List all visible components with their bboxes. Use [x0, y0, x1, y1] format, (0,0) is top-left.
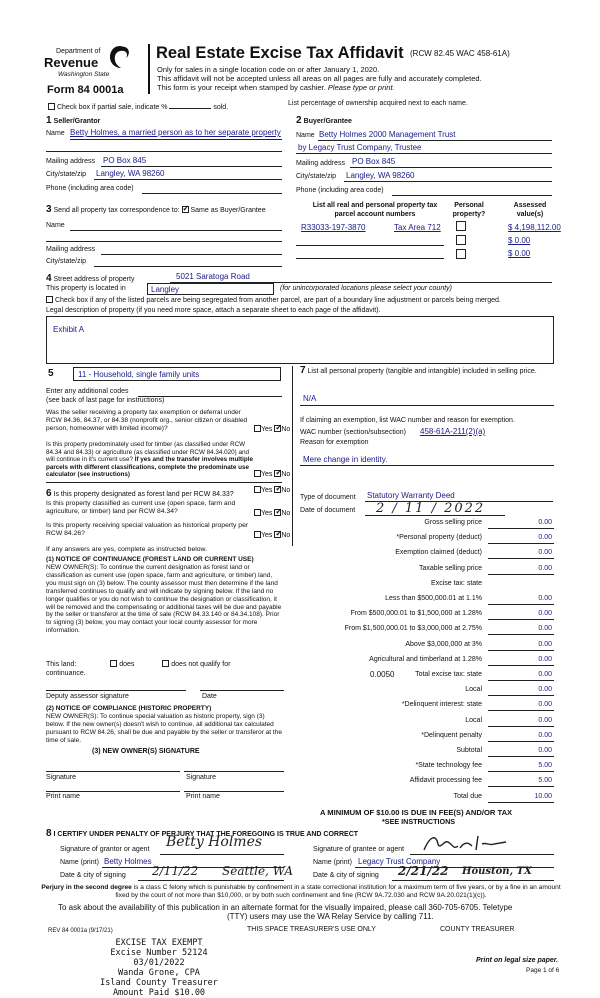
s6-q3-no-label: No [281, 532, 291, 539]
tax-row-label: *State technology fee [415, 762, 482, 769]
tax-row-value[interactable]: 0.00 [538, 686, 552, 693]
tax-row-value[interactable]: 0.00 [538, 656, 552, 663]
seller-mailing-field[interactable]: PO Box 845 [103, 156, 147, 165]
located-in-select[interactable] [147, 283, 274, 295]
buyer-name-label: Name [296, 132, 315, 139]
buyer-phone-line[interactable] [392, 195, 552, 196]
seller-phone-label: Phone (including area code) [46, 185, 134, 192]
s5-q1-no-checkbox[interactable] [274, 425, 281, 432]
tax-row-label: Less than $500,000.01 at 1.1% [385, 595, 482, 602]
s6-q1-text: Is this property designated as forest land per RCW 84.33? [53, 491, 234, 498]
grantor-sig-label: Signature of grantor or agent [60, 846, 150, 853]
s6-q1-yes-checkbox[interactable] [254, 486, 261, 493]
tax-corr-city-label: City/state/zip [46, 258, 87, 265]
tax-row-value[interactable]: 0.00 [538, 671, 552, 678]
see-back-label: (see back of last page for instructions) [46, 397, 165, 404]
deputy-sig-label: Deputy assessor signature [46, 693, 129, 700]
section-8-number: 8 [46, 828, 52, 839]
tax-row-label: Total due [453, 793, 482, 800]
legal-description-label: Legal description of property (if you need more space, attach a separate sheet to each page of the affidavit). [46, 307, 381, 314]
stamp-line-4: Wanda Grone, CPA [118, 968, 200, 978]
assessed-value-3[interactable]: $ 0.00 [508, 249, 531, 258]
parcel-line-2[interactable] [296, 245, 444, 246]
section-7-number: 7 [300, 365, 306, 376]
segregation-checkbox[interactable] [46, 296, 53, 303]
parcels-h2: Personal [454, 202, 484, 209]
parcels-h3: Assessed [513, 202, 547, 209]
s5-q2-no-label: No [281, 471, 291, 478]
tax-row-label: Total excise tax: state [415, 671, 482, 678]
dept-line2: Revenue [44, 55, 99, 70]
subtitle-3 [157, 83, 395, 92]
local-rate-value: 0.0050 [370, 670, 395, 679]
tax-row-value[interactable]: 0.00 [538, 747, 552, 754]
new-owner-sig-title: (3) NEW OWNER(S) SIGNATURE [92, 748, 200, 755]
tax-row-label: From $1,500,000.01 to $3,000,000 at 2.75% [344, 625, 482, 632]
form-rcw: (RCW 82.45 WAC 458-61A) [410, 49, 510, 58]
certify-label: I CERTIFY UNDER PENALTY OF PERJURY THAT THE FOREGOING IS TRUE AND CORRECT [53, 831, 359, 838]
section-2-number: 2 [296, 115, 302, 126]
reason-field[interactable]: Mere change in identity. [303, 455, 388, 464]
column-divider [292, 366, 293, 546]
s5-q1-yes-label: Yes [261, 426, 273, 433]
located-in-note: (for unincorporated locations please select your county) [280, 285, 452, 292]
treasurer-use-label: THIS SPACE TREASURER'S USE ONLY [247, 926, 376, 933]
owner-print-label-2: Print name [186, 793, 220, 800]
stamp-line-2: Excise Number 52124 [110, 948, 208, 958]
section-4-street [46, 273, 134, 284]
personal-property-checkbox-2[interactable] [456, 235, 466, 245]
grantee-sig-line [410, 854, 554, 855]
grantee-date-line [392, 880, 554, 881]
tax-row-label: *Delinquent penalty [421, 732, 482, 739]
tax-row-value[interactable]: 5.00 [538, 777, 552, 784]
seller-name-label: Name [46, 130, 65, 137]
street-address-field[interactable]: 5021 Saratoga Road [176, 272, 250, 281]
perjury-notice [36, 884, 566, 900]
partial-percent-field[interactable] [169, 108, 211, 109]
tax-row-line [488, 634, 554, 635]
tax-row-line [488, 695, 554, 696]
partial-sold-label: sold. [213, 104, 229, 111]
tax-row-label: Affidavit processing fee [409, 777, 482, 784]
personal-property-checkbox-3[interactable] [456, 249, 466, 259]
tax-row-line [488, 726, 554, 727]
owner-sig-line-1[interactable] [46, 771, 180, 772]
property-use-value: 11 - Household, single family units [78, 370, 200, 379]
tax-row-line [488, 619, 554, 620]
legal-description-field[interactable] [46, 316, 554, 364]
property-use-select[interactable] [73, 367, 281, 381]
buyer-mailing-line [350, 167, 552, 168]
grantee-date-field[interactable]: 2/21/22 [398, 864, 449, 878]
segregation-row [46, 296, 501, 304]
seller-name-line-2 [46, 151, 282, 152]
county-treasurer-label: COUNTY TREASURER [440, 926, 515, 933]
partial-sale-checkbox[interactable] [48, 103, 55, 110]
tax-row-line [488, 771, 554, 772]
tax-row-line [488, 802, 554, 803]
tax-row-value[interactable]: 0.00 [538, 565, 552, 572]
section-1-title: Seller/Grantor [53, 118, 101, 125]
ownership-note: List percentage of ownership acquired next to each name. [288, 100, 468, 107]
section-3-header [46, 204, 266, 215]
reason-label: Reason for exemption [300, 439, 369, 446]
seller-phone-line[interactable] [142, 193, 282, 194]
tax-row-label: Excise tax: state [431, 580, 482, 587]
s5-question-1: Was the seller receiving a property tax exemption or deferral under RCW 84.36, 84.37, or 84.38 (nonprofit org., senior citizen or disabled person, homeowner with limited income)? [46, 409, 248, 432]
header-divider [148, 44, 150, 94]
buyer-name-field-2[interactable]: by Legacy Trust Company, Trustee [298, 143, 422, 152]
legal-paper-note: Print on legal size paper. [476, 957, 559, 964]
seller-mailing-line [101, 166, 282, 167]
tax-row-value[interactable]: 0.00 [538, 717, 552, 724]
s5-q2-no-checkbox[interactable] [274, 470, 281, 477]
tax-row-line [488, 543, 554, 544]
grantee-name-label: Name (print) [313, 859, 352, 866]
see-instructions: *SEE INSTRUCTIONS [382, 817, 456, 826]
notice-compliance-text: NEW OWNER(S): To continue special valuation as historic property, sign (3) below. If the new owner(s) doesn't wish to continue, all additional tax calculated pursuant to RCW 84.26, shall be due and payable by the seller or transferor at the time of sale. [46, 713, 282, 744]
buyer-phone-label: Phone (including area code) [296, 187, 384, 194]
dor-logo-icon [108, 44, 132, 70]
tax-row-line [488, 665, 554, 666]
deputy-date-line[interactable] [200, 690, 284, 691]
buyer-city-line [344, 181, 552, 182]
seller-name-field[interactable]: Betty Holmes, a married person as to her separate property [70, 128, 281, 137]
tax-row-value[interactable]: 0.00 [538, 534, 552, 541]
owner-print-label-1: Print name [46, 793, 80, 800]
dept-line3: Washington State [58, 71, 110, 78]
notice-continuance-title: (1) NOTICE OF CONTINUANCE (FOREST LAND OR CURRENT USE) [46, 556, 254, 563]
treasurer-stamp [74, 938, 244, 998]
form-title: Real Estate Excise Tax Affidavit [156, 44, 404, 62]
continuance-label: continuance. [46, 670, 86, 677]
tax-corr-line-2 [46, 241, 282, 242]
tax-row-line [488, 558, 554, 559]
deputy-sig-line[interactable] [46, 690, 186, 691]
s5-q2-yes-checkbox[interactable] [254, 470, 261, 477]
perjury-text: is a class C felony which is punishable by confinement in a state correctional institution for a maximum term of five years, or by a fine in an amount fixed by the court of not more than $10,000, or by both such confinement and fine (RCW 9A.72.030 and RCW 9A.20.021(1)(c)). [115, 884, 561, 899]
grantee-date-label: Date & city of signing [313, 872, 379, 879]
tax-row-label: Exemption claimed (deduct) [395, 549, 482, 556]
section-1-number: 1 [46, 115, 52, 126]
stamp-line-1: EXCISE TAX EXEMPT [115, 938, 203, 948]
parcels-h3b: value(s) [516, 211, 544, 218]
does-label: does [119, 661, 135, 668]
s6-q3-yes-label: Yes [261, 532, 273, 539]
tax-row-value[interactable]: 0.00 [538, 701, 552, 708]
tax-row-label: Gross selling price [424, 519, 482, 526]
grantor-date-label: Date & city of signing [60, 872, 126, 879]
tax-row-label: Local [465, 686, 482, 693]
tax-row-label: From $500,000.01 to $1,500,000 at 1.28% [350, 610, 482, 617]
grantee-sig-label: Signature of grantee or agent [313, 846, 405, 853]
buyer-name-field[interactable]: Betty Holmes 2000 Management Trust [319, 130, 456, 139]
owner-sig-line-2[interactable] [184, 771, 284, 772]
reason-line [300, 465, 554, 466]
stamp-line-5: Island County Treasurer [100, 978, 218, 988]
minimum-due-note: A MINIMUM OF $10.00 IS DUE IN FEE(S) AND/OR TAX [320, 808, 513, 817]
street-address-label: Street address of property [53, 276, 135, 283]
tax-row-line [488, 650, 554, 651]
same-as-buyer-checkbox[interactable] [182, 206, 189, 213]
section-4-number: 4 [46, 273, 52, 284]
grantor-name-label: Name (print) [60, 859, 99, 866]
tax-row-line [488, 574, 554, 575]
parcels-header-3 [502, 201, 558, 219]
section-5-number: 5 [48, 368, 54, 379]
s6-q1-no-checkbox[interactable] [274, 486, 281, 493]
tax-row-line [488, 756, 554, 757]
section-2-title: Buyer/Grantee [303, 118, 352, 125]
subtitle-3b: Please type or print. [327, 83, 395, 92]
section-1-header [46, 115, 100, 126]
parcels-h2b: property? [452, 211, 486, 218]
tax-row-value[interactable]: 0.00 [538, 595, 552, 602]
s6-q3-no-checkbox[interactable] [274, 531, 281, 538]
s6-q2-answer [254, 509, 290, 517]
personal-property-line [300, 405, 554, 406]
wac-label: WAC number (section/subsection) [300, 429, 406, 436]
buyer-name-line [318, 140, 552, 141]
section-3-number: 3 [46, 204, 52, 215]
grantor-sig-line [160, 854, 284, 855]
owner-sig-label-1: Signature [46, 774, 76, 781]
owner-print-line-1[interactable] [46, 791, 180, 792]
section-2-header [296, 115, 352, 126]
s5-q1-no-label: No [281, 426, 291, 433]
section-7-label: List all personal property (tangible and intangible) included in selling price. [307, 368, 537, 375]
s5-s6-divider [46, 482, 282, 483]
partial-sale-row [48, 103, 228, 111]
seller-city-field[interactable]: Langley, WA 98260 [96, 169, 165, 178]
parcels-h1b: parcel account numbers [334, 211, 416, 218]
section-6-number: 6 [46, 488, 52, 499]
segregation-label: Check box if any of the listed parcels are being segregated from another parcel, are part of a boundary line adjustment or parcels being merged. [54, 297, 501, 304]
tax-area-1[interactable]: Tax Area 712 [394, 223, 441, 232]
tax-row-value[interactable]: 0.00 [538, 625, 552, 632]
buyer-mailing-label: Mailing address [296, 160, 346, 167]
tax-row-label: Subtotal [456, 747, 482, 754]
stamp-line-3: 03/01/2022 [133, 958, 185, 968]
s5-q2-bold: If yes and the transfer involves multiple parcels with different classifications, complete the predominate use calculator (see instructions) [46, 456, 253, 479]
alt-format-1: To ask about the availability of this publication in an alternate format for the visually impaired, please call 360-705-6705. Teletype [58, 903, 513, 912]
deputy-date-label: Date [202, 693, 217, 700]
same-as-buyer-label: Same as Buyer/Grantee [190, 207, 266, 214]
personal-property-field[interactable]: N/A [303, 394, 317, 403]
s5-q2-yes-label: Yes [261, 471, 273, 478]
owner-sig-label-2: Signature [186, 774, 216, 781]
s6-q1-answer [254, 486, 290, 494]
additional-codes-label: Enter any additional codes [46, 388, 129, 395]
tax-corr-mailing-line[interactable] [101, 254, 282, 255]
s6-question-3: Is this property receiving special valuation as historical property per RCW 84.26? [46, 522, 249, 537]
s5-question-2 [46, 441, 254, 479]
buyer-name-line-2 [296, 153, 552, 154]
does-not-label: does not qualify for [171, 661, 231, 668]
grantor-date-line [138, 880, 284, 881]
assessed-value-2[interactable]: $ 0.00 [508, 236, 531, 245]
section-7-header [300, 366, 558, 376]
s5-q1-answer [254, 425, 290, 433]
subtitle-3a: This form is your receipt when stamped by cashier. [157, 83, 328, 92]
grantor-date-field[interactable]: 2/11/22 [152, 864, 199, 878]
seller-name-line [70, 139, 282, 140]
tax-row-value[interactable]: 0.00 [538, 519, 552, 526]
buyer-city-label: City/state/zip [296, 173, 337, 180]
s5-q2-text: Is this property predominately used for timber (as classified under RCW 84.34 and 84.33) or agriculture (as classified under RCW 84.34.020) and will continue in it's current use? [46, 441, 250, 464]
this-land-label: This land: [46, 661, 77, 668]
exemption-label: If claiming an exemption, list WAC number and reason for exemption. [300, 417, 515, 424]
parcels-header-1 [305, 201, 445, 219]
doc-date-label: Date of document [300, 507, 356, 514]
doc-date-line [365, 515, 505, 516]
tax-row-label: Above $3,000,000 at 3% [405, 641, 482, 648]
s6-question-1 [46, 488, 234, 499]
tax-row-label: Taxable selling price [418, 565, 482, 572]
doc-type-label: Type of document [300, 494, 356, 501]
tax-row-value[interactable]: 0.00 [538, 732, 552, 739]
grantee-name-field[interactable]: Legacy Trust Company [358, 857, 441, 866]
s6-if-yes: If any answers are yes, complete as instructed below. [46, 546, 207, 553]
seller-city-label: City/state/zip [46, 171, 87, 178]
s6-question-2: Is this property classified as current use (open space, farm and agriculture, or timber) land per RCW 84.34? [46, 500, 236, 515]
tax-row-value[interactable]: 0.00 [538, 610, 552, 617]
alt-format-2: (TTY) users may use the WA Relay Service by calling 711. [227, 912, 434, 921]
tax-row-label: *Personal property (deduct) [396, 534, 482, 541]
buyer-city-field[interactable]: Langley, WA 98260 [346, 171, 415, 180]
parcel-line-3[interactable] [296, 258, 444, 259]
s6-q2-no-checkbox[interactable] [274, 509, 281, 516]
s6-q2-yes-label: Yes [261, 510, 273, 517]
local-rate-box [368, 668, 416, 680]
doc-type-field[interactable]: Statutory Warranty Deed [367, 491, 455, 500]
s6-q2-yes-checkbox[interactable] [254, 509, 261, 516]
tax-row-line [488, 786, 554, 787]
tax-row-label: Agricultural and timberland at 1.28% [369, 656, 482, 663]
stamp-line-6: Amount Paid $10.00 [112, 988, 206, 998]
grantee-signature-icon[interactable] [420, 832, 510, 854]
s6-q1-yes-label: Yes [261, 487, 273, 494]
s5-q2-answer [254, 470, 290, 478]
partial-sale-label: Check box if partial sale, indicate % [56, 104, 168, 111]
located-in-label: This property is located in [46, 285, 126, 292]
seller-city-line [94, 179, 282, 180]
owner-print-line-2[interactable] [184, 791, 284, 792]
s5-q1-yes-checkbox[interactable] [254, 425, 261, 432]
does-not-checkbox[interactable] [162, 660, 169, 667]
parcels-header-2 [447, 201, 491, 219]
personal-property-checkbox-1[interactable] [456, 221, 466, 231]
parcel-number-1[interactable]: R33033-197-3870 [301, 223, 366, 232]
legal-description-value: Exhibit A [53, 325, 85, 334]
rev-number: REV 84 0001a (9/17/21) [48, 928, 113, 934]
wac-number-field[interactable]: 458-61A-211(2)(a) [420, 427, 486, 436]
s6-q3-yes-checkbox[interactable] [254, 531, 261, 538]
tax-corr-name-line[interactable] [70, 230, 282, 231]
s6-q3-answer [254, 531, 290, 539]
grantee-city-field[interactable]: Houston, TX [462, 866, 532, 877]
notice-compliance-title: (2) NOTICE OF COMPLIANCE (HISTORIC PROPERTY) [46, 705, 212, 712]
grantor-city-field[interactable]: Seattle, WA [222, 864, 294, 878]
grantor-name-field[interactable]: Betty Holmes [104, 857, 152, 866]
s6-q1-no-label: No [281, 487, 291, 494]
tax-corr-mailing-label: Mailing address [46, 246, 96, 253]
subtitle-2: This affidavit will not be accepted unless all areas on all pages are fully and accurately completed. [157, 74, 482, 83]
s6-q2-no-label: No [281, 510, 291, 517]
assessed-value-1[interactable]: $ 4,198,112.00 [508, 223, 561, 232]
doc-date-field[interactable]: 2 / 11 / 2022 [376, 501, 486, 516]
located-in-value: Langley [151, 285, 180, 294]
subtitle-1: Only for sales in a single location code on or after January 1, 2020. [157, 65, 380, 74]
notice-continuance-text: NEW OWNER(S): To continue the current designation as forest land or classification as current use (open space, farm and agriculture, or timber) land, you must sign on (3) below. The county assessor must then determine if the land transferred continues to qualify and will indicate by signing below. If the land no longer qualifies or you do not wish to continue the designation or classification, it will be removed and the compensating or additional taxes will be due and payable by the seller or transferor at the time of sale (RCW 84.33.140 or 84.34.108). Prior to signing (3) below, you may contact your local county assessor for more information. [46, 564, 282, 635]
tax-row-line [488, 710, 554, 711]
dept-line1: Department of [56, 48, 101, 55]
this-land-row [46, 660, 230, 668]
tax-row-value[interactable]: 10.00 [534, 793, 552, 800]
tax-row-value[interactable]: 0.00 [538, 641, 552, 648]
tax-row-value[interactable]: 5.00 [538, 762, 552, 769]
tax-corr-city-line[interactable] [94, 266, 282, 267]
tax-row-line [488, 680, 554, 681]
perjury-bold: Perjury in the second degree [41, 884, 132, 891]
buyer-mailing-field[interactable]: PO Box 845 [352, 157, 396, 166]
tax-corr-name-label: Name [46, 222, 65, 229]
tax-row-line [488, 741, 554, 742]
parcels-h1: List all real and personal property tax [312, 202, 438, 209]
seller-mailing-label: Mailing address [46, 158, 96, 165]
does-checkbox[interactable] [110, 660, 117, 667]
section-3-label: Send all property tax correspondence to: [53, 207, 180, 214]
page-number: Page 1 of 6 [526, 967, 560, 974]
form-number: Form 84 0001a [47, 84, 124, 96]
tax-row-label: Local [465, 717, 482, 724]
tax-row-line [488, 604, 554, 605]
tax-row-label: *Delinquent interest: state [401, 701, 482, 708]
tax-row-line [488, 528, 554, 529]
grantor-signature[interactable]: Betty Holmes [166, 834, 263, 850]
tax-row-value[interactable]: 0.00 [538, 549, 552, 556]
